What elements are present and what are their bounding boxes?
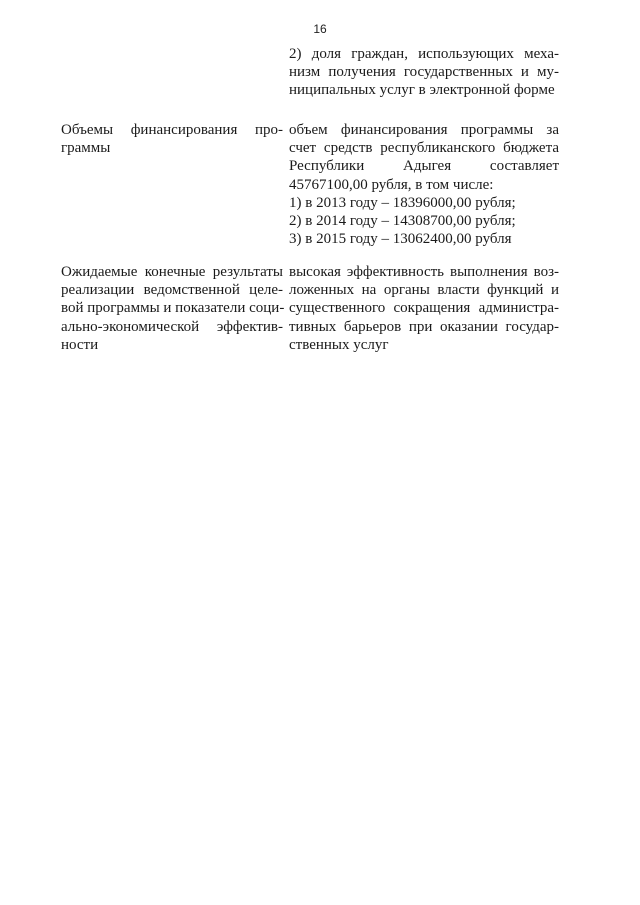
expected-results-value bbox=[289, 263, 559, 354]
value-line: ственных услуг bbox=[289, 336, 389, 353]
financing-value bbox=[289, 121, 559, 248]
label-line: ально-экономической эффектив- bbox=[61, 318, 283, 335]
value-line: объем финансирования программы за bbox=[289, 122, 559, 138]
expected-results-label bbox=[61, 263, 283, 354]
page-number: 16 bbox=[313, 22, 327, 36]
value-line: тивных барьеров при оказании государ- bbox=[289, 318, 559, 335]
label-line: реализации ведомственной целе- bbox=[61, 282, 283, 299]
value-line: счет средств республиканского бюджета bbox=[289, 140, 559, 157]
value-line: Республики Адыгея составляет bbox=[289, 158, 559, 175]
label-line: ности bbox=[61, 336, 99, 353]
value-line: ложенных на органы власти функций и bbox=[289, 282, 559, 299]
financing-label bbox=[61, 121, 283, 157]
value-line: высокая эффективность выполнения воз- bbox=[289, 264, 559, 280]
label-line: вой программы и показатели соци- bbox=[61, 300, 285, 317]
continuation-line: низм получения государственных и му- bbox=[289, 64, 559, 81]
label-line: Объемы финансирования про- bbox=[61, 122, 283, 138]
label-line: граммы bbox=[61, 140, 111, 157]
value-line: 1) в 2013 году – 18396000,00 рубля; bbox=[289, 194, 516, 211]
value-line: 45767100,00 рубля, в том числе: bbox=[289, 176, 494, 193]
continuation-line: 2) доля граждан, использующих меха- bbox=[289, 46, 559, 62]
value-line: 3) в 2015 году – 13062400,00 рубля bbox=[289, 231, 512, 248]
continuation-text bbox=[289, 45, 559, 100]
label-line: Ожидаемые конечные результаты bbox=[61, 264, 283, 280]
continuation-line: ниципальных услуг в электронной форме bbox=[289, 82, 555, 99]
value-line: 2) в 2014 году – 14308700,00 рубля; bbox=[289, 213, 516, 230]
value-line: существенного сокращения администра- bbox=[289, 300, 559, 317]
